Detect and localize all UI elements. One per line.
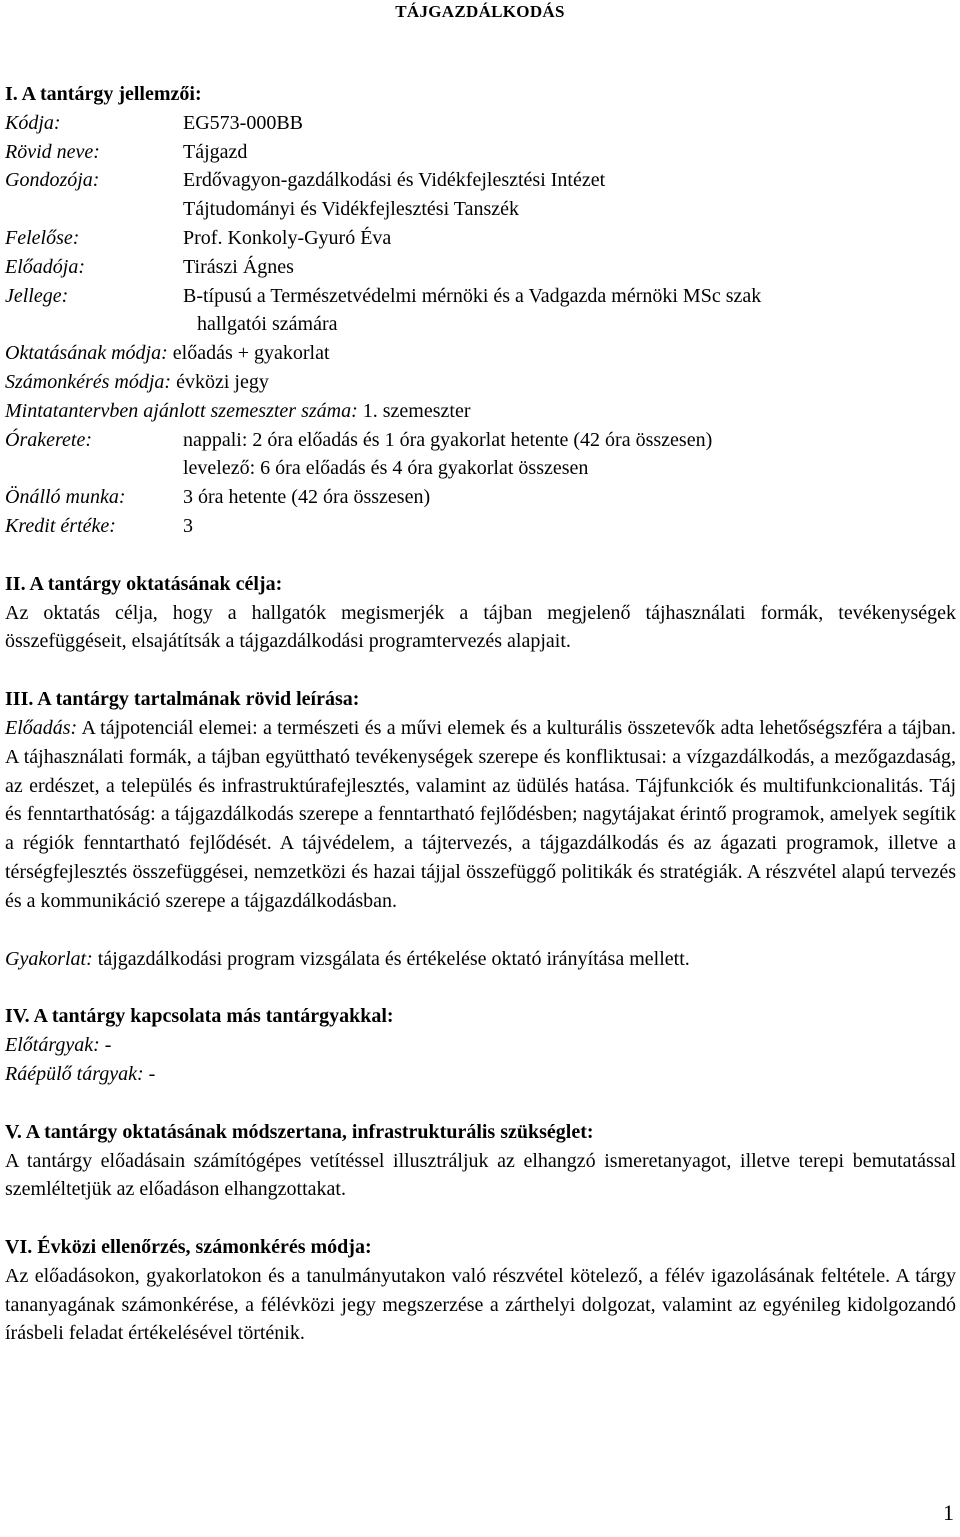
- spacer: [5, 1089, 956, 1118]
- hours-label: Órakerete:: [5, 428, 92, 451]
- spacer: [5, 541, 956, 570]
- type-row: [5, 282, 956, 311]
- section-3-heading: III. A tantárgy tartalmának rövid leírása:: [5, 688, 360, 711]
- practice-label: Gyakorlat:: [5, 947, 93, 970]
- exam-mode-row: [5, 368, 956, 397]
- code-value: EG573-000BB: [183, 111, 303, 134]
- section-2-text: Az oktatás célja, hogy a hallgatók megismerjék a tájban megjelenő tájhasználati formák, tevékenységek összefüggéseit, elsajátítsák a tájgazdálkodási programtervezés alapjait.: [5, 601, 956, 653]
- semester-value: 1. szemeszter: [362, 399, 471, 422]
- spacer: [5, 656, 956, 685]
- prerequisites: Előtárgyak: -: [5, 1034, 112, 1057]
- document-body: [5, 80, 956, 1348]
- short-name-label: Rövid neve:: [5, 140, 100, 163]
- responsible-value: Prof. Konkoly-Gyuró Éva: [183, 226, 392, 249]
- section-5-heading: V. A tantárgy oktatásának módszertana, infrastrukturális szükséglet:: [5, 1120, 594, 1143]
- type-value-2: hallgatói számára: [197, 313, 338, 336]
- section-6-text: Az előadásokon, gyakorlatokon és a tanulmányutakon való részvétel kötelező, a félév igazolásának feltétele. A tárgy tananyagának számonkérése, a félévközi jegy megszerzése a zárthelyi dolgozat, valamint az egyénileg kidolgozandó írásbeli feladat értékelésével történik.: [5, 1264, 956, 1345]
- lecturer-row: [5, 253, 956, 282]
- section-3-lecture: [5, 714, 956, 916]
- short-name-row: [5, 138, 956, 167]
- section-6-heading: VI. Évközi ellenőrzés, számonkérés módja:: [5, 1236, 372, 1259]
- section-1-heading: I. A tantárgy jellemzői:: [5, 83, 202, 105]
- teaching-mode-label: Oktatásának módja:: [5, 342, 168, 365]
- semester-row: [5, 397, 956, 426]
- hours-value-2: levelező: 6 óra előadás és 4 óra gyakorlat összesen: [183, 457, 589, 480]
- type-label: Jellege:: [5, 284, 69, 307]
- practice-text: tájgazdálkodási program vizsgálata és értékelése oktató irányítása mellett.: [92, 947, 690, 970]
- short-name-value: Tájgazd: [183, 140, 248, 163]
- document-title: TÁJGAZDÁLKODÁS: [395, 2, 565, 21]
- teaching-mode-row: [5, 339, 956, 368]
- responsible-row: [5, 224, 956, 253]
- page-number: 1: [943, 1500, 954, 1525]
- maintainer-label: Gondozója:: [5, 169, 100, 192]
- hours-row-2: [5, 454, 956, 483]
- lecture-label: Előadás:: [5, 716, 78, 739]
- spacer: [5, 973, 956, 1002]
- type-value-1: B-típusú a Természetvédelmi mérnöki és a Vadgazda mérnöki MSc szak: [183, 284, 762, 307]
- exam-mode-value: évközi jegy: [176, 370, 269, 393]
- credit-value: 3: [183, 514, 193, 537]
- maintainer-row: [5, 166, 956, 195]
- maintainer-value-2: Tájtudományi és Vidékfejlesztési Tanszék: [183, 198, 520, 221]
- section-3-practice: [5, 945, 956, 974]
- code-row: [5, 109, 956, 138]
- self-study-label: Önálló munka:: [5, 486, 126, 509]
- credit-row: [5, 512, 956, 541]
- type-row-2: [5, 310, 956, 339]
- section-4-heading: IV. A tantárgy kapcsolata más tantárgyakkal:: [5, 1005, 394, 1028]
- maintainer-value-1: Erdővagyon-gazdálkodási és Vidékfejlesztési Intézet: [183, 169, 606, 192]
- self-study-value: 3 óra hetente (42 óra összesen): [183, 486, 431, 509]
- lecturer-value: Tirászi Ágnes: [183, 255, 294, 278]
- semester-label: Mintatantervben ajánlott szemeszter száma:: [5, 399, 358, 422]
- exam-mode-label: Számonkérés módja:: [5, 370, 172, 393]
- lecture-text: A tájpotenciál elemei: a természeti és a művi elemek és a kulturális összetevők adta lehetőségszféra a tájban. A tájhasználati formák, a tájban együttható tevékenységek szerepe és konfliktusai: a vízgazdálkodás, a mezőgazdaság, az erdészet, a település és infrastruktúrafejlesztés, valamint az üdülés hatása. Tájfunkciók és multifunkcionalitás. Táj és fenntarthatóság: a tájgazdálkodás szerepe a fenntartható fejlődésben; nagytájakat érintő programok, amelyek segítik a régiók fenntartható fejlődését. A tájvédelem, a tájtervezés, a tájgazdálkodás és az ágazati programok, illetve a térségfejlesztés összefüggései, nemzetközi és hazai tájjal összefüggő politikák és stratégiák. A részvétel alapú tervezés és a kommunikáció szerepe a tájgazdálkodásban.: [5, 716, 956, 912]
- code-label: Kódja:: [5, 111, 61, 134]
- teaching-mode-value: előadás + gyakorlat: [172, 342, 330, 365]
- hours-value-1: nappali: 2 óra előadás és 1 óra gyakorlat hetente (42 óra összesen): [183, 428, 713, 451]
- spacer: [5, 916, 956, 945]
- self-study-row: [5, 483, 956, 512]
- section-2-heading: II. A tantárgy oktatásának célja:: [5, 572, 283, 595]
- hours-row: [5, 426, 956, 455]
- responsible-label: Felelőse:: [5, 226, 80, 249]
- credit-label: Kredit értéke:: [5, 514, 116, 537]
- section-5-text: A tantárgy előadásain számítógépes vetítéssel illusztráljuk az elhangzó ismeretanyagot, illetve terepi bemutatással szemléltetjük az előadáson elhangzottakat.: [5, 1149, 956, 1201]
- lecturer-label: Előadója:: [5, 255, 85, 278]
- spacer: [5, 1204, 956, 1233]
- maintainer-row-2: [5, 195, 956, 224]
- follow-up-courses: Ráépülő tárgyak: -: [5, 1062, 156, 1085]
